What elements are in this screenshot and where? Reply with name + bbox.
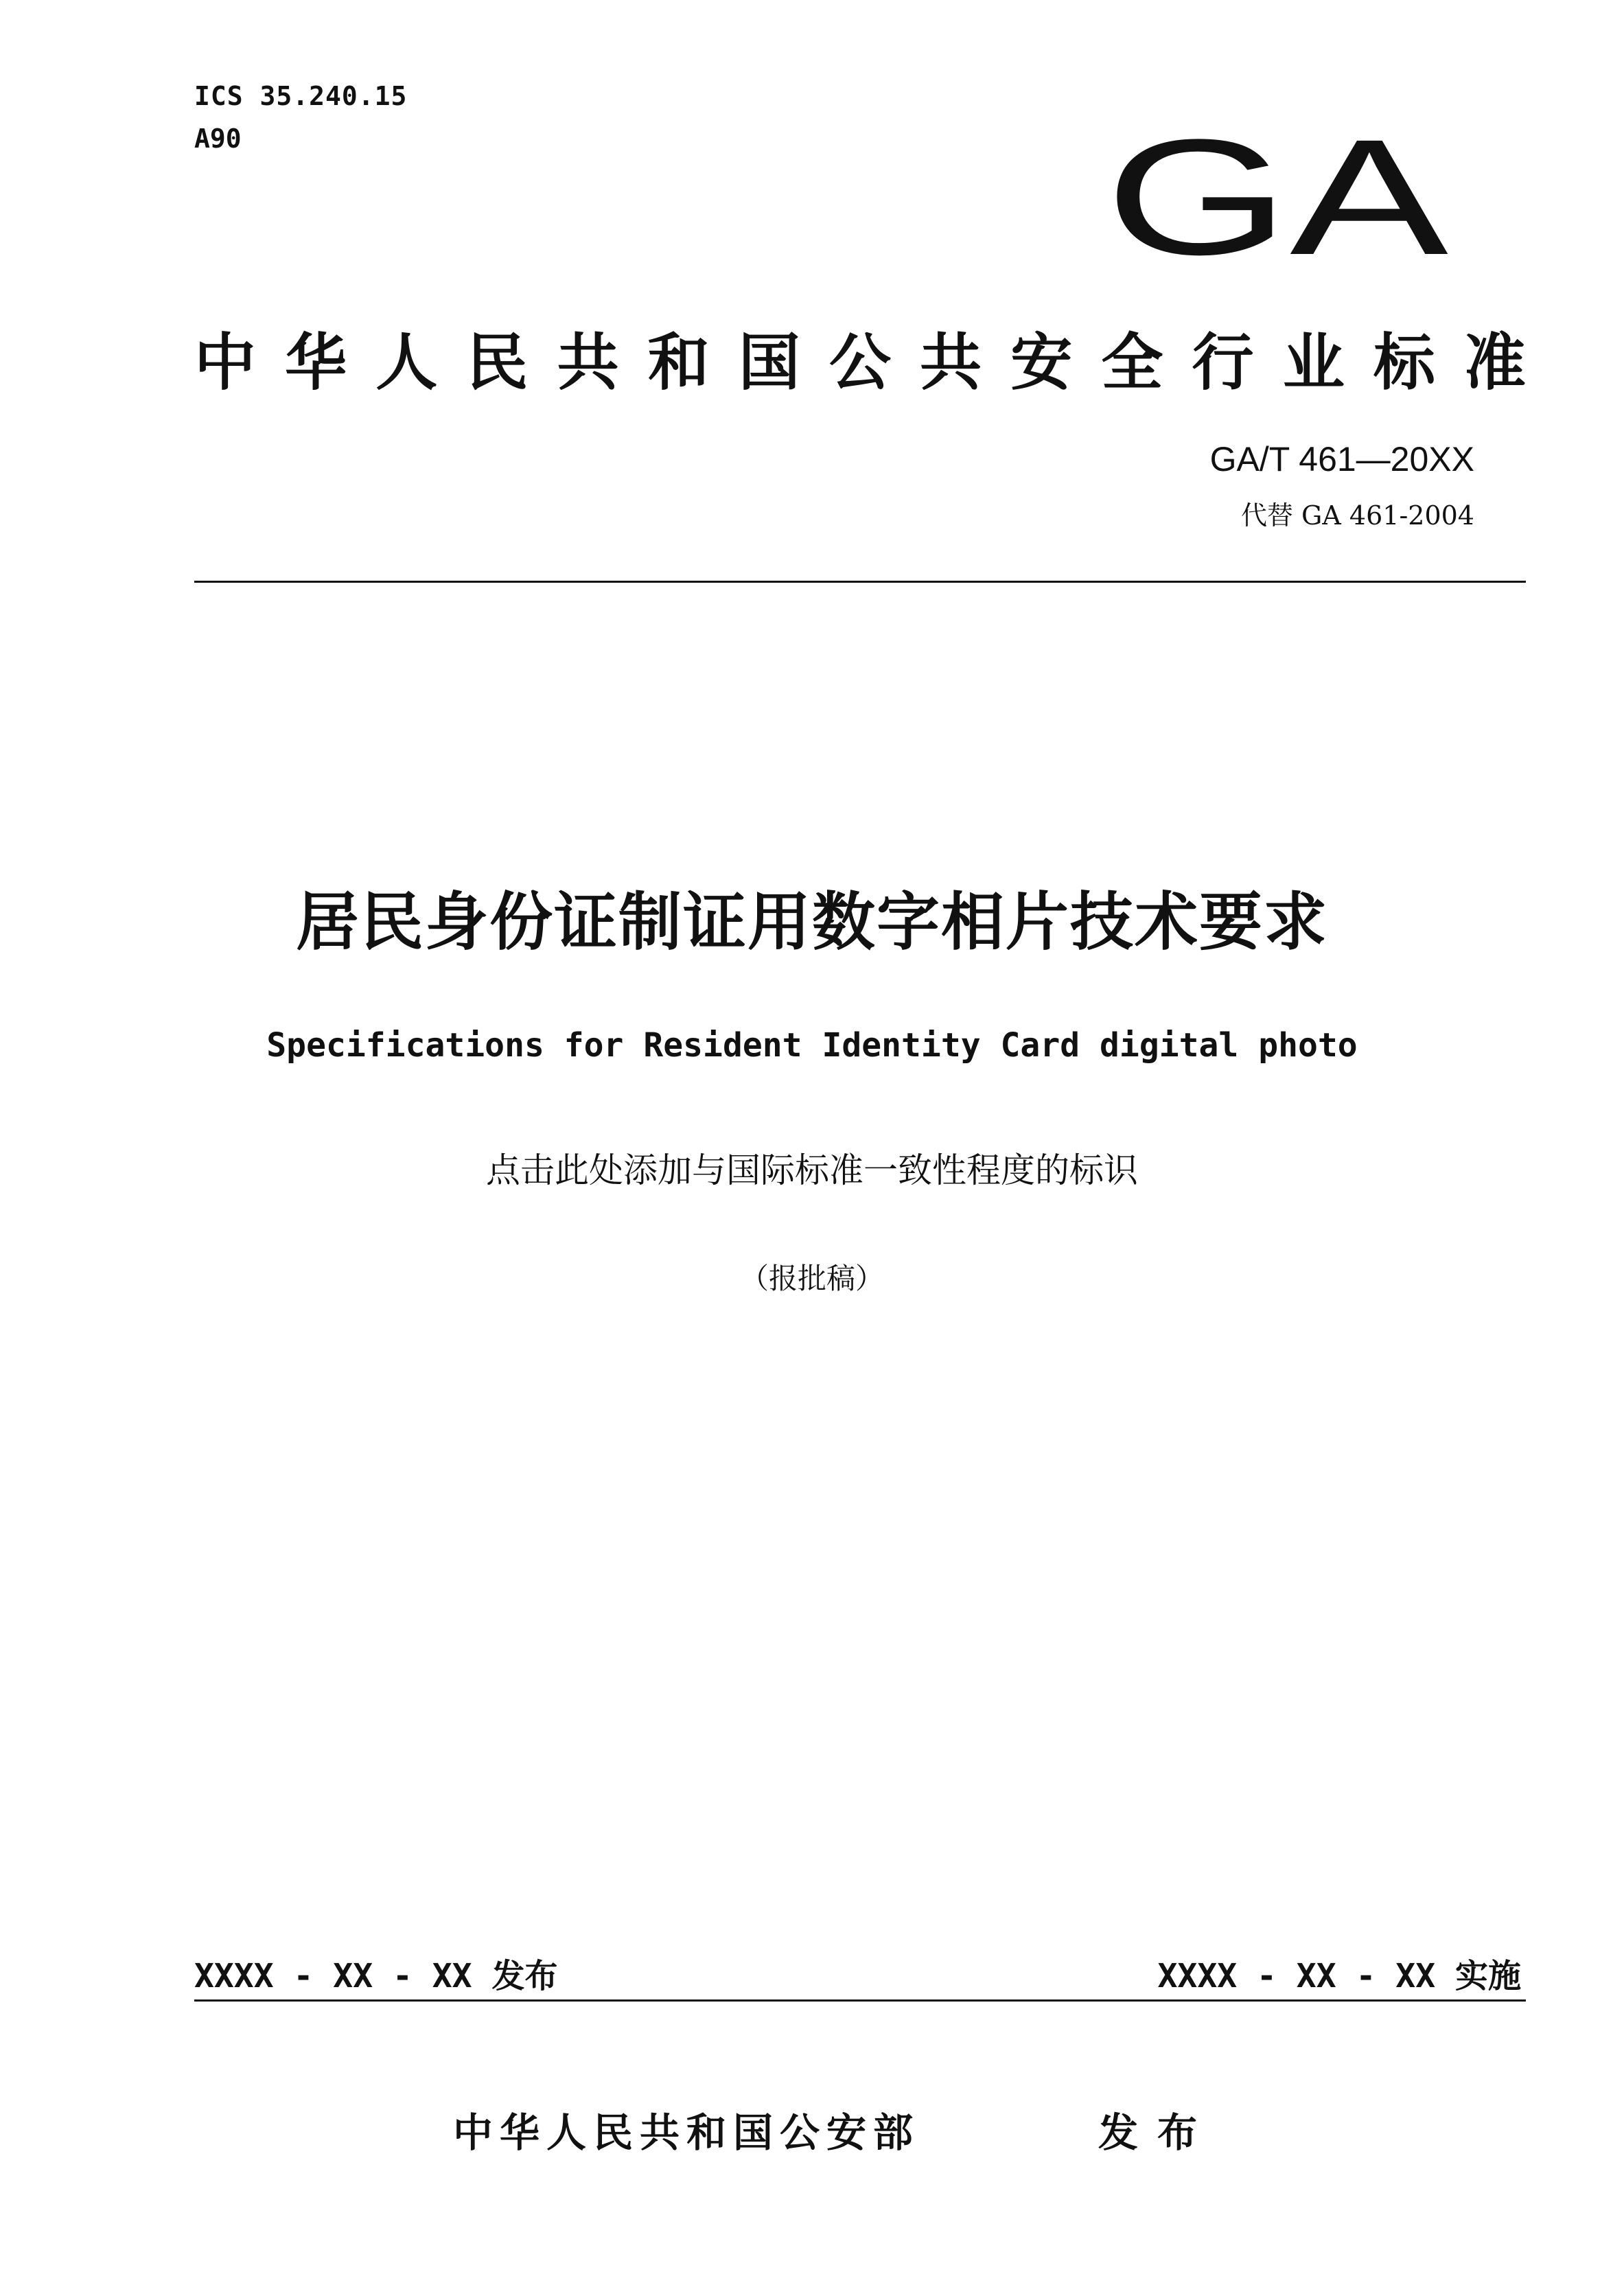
- ccs-code: A90: [194, 124, 242, 154]
- consistency-note[interactable]: 点击此处添加与国际标准一致性程度的标识: [486, 1150, 1138, 1190]
- industry-char: 共: [557, 327, 619, 399]
- issuing-authority: 中华人民共和国公安部: [453, 2109, 920, 2156]
- industry-char: 华: [285, 327, 347, 399]
- standard-number: GA/T 461—20XX: [1209, 440, 1474, 478]
- industry-char: 人: [375, 327, 438, 399]
- industry-standard-title: [194, 312, 1526, 402]
- footer-divider: [194, 1999, 1526, 2002]
- industry-char: 全: [1101, 327, 1163, 399]
- industry-char: 国: [738, 327, 800, 399]
- draft-stage: （报批稿）: [739, 1262, 884, 1295]
- document-title-english: Specifications for Resident Identity Card digital photo: [266, 1026, 1358, 1065]
- implementation-date: XXXX - XX - XX 实施: [1157, 1957, 1521, 1995]
- issue-date: XXXX - XX - XX 发布: [194, 1957, 558, 1995]
- industry-char: 安: [1010, 327, 1073, 399]
- document-title-chinese: 居民身份证制证用数字相片技术要求: [295, 885, 1328, 959]
- ga-logo-icon: [1098, 127, 1455, 271]
- industry-char: 公: [828, 327, 891, 399]
- ga-logo-text: GA: [1105, 127, 1448, 271]
- industry-char: 行: [1192, 327, 1254, 399]
- industry-char: 准: [1463, 327, 1526, 399]
- industry-char: 中: [194, 327, 256, 399]
- publish-label: 发布: [1098, 2109, 1217, 2156]
- industry-char: 和: [647, 327, 710, 399]
- industry-char: 业: [1282, 327, 1345, 399]
- industry-char: 共: [920, 327, 982, 399]
- header-divider: [194, 581, 1526, 583]
- industry-char: 民: [466, 327, 529, 399]
- replaces-standard: 代替 GA 461-2004: [1240, 500, 1474, 531]
- industry-char: 标: [1373, 327, 1435, 399]
- ics-code: ICS 35.240.15: [194, 81, 408, 111]
